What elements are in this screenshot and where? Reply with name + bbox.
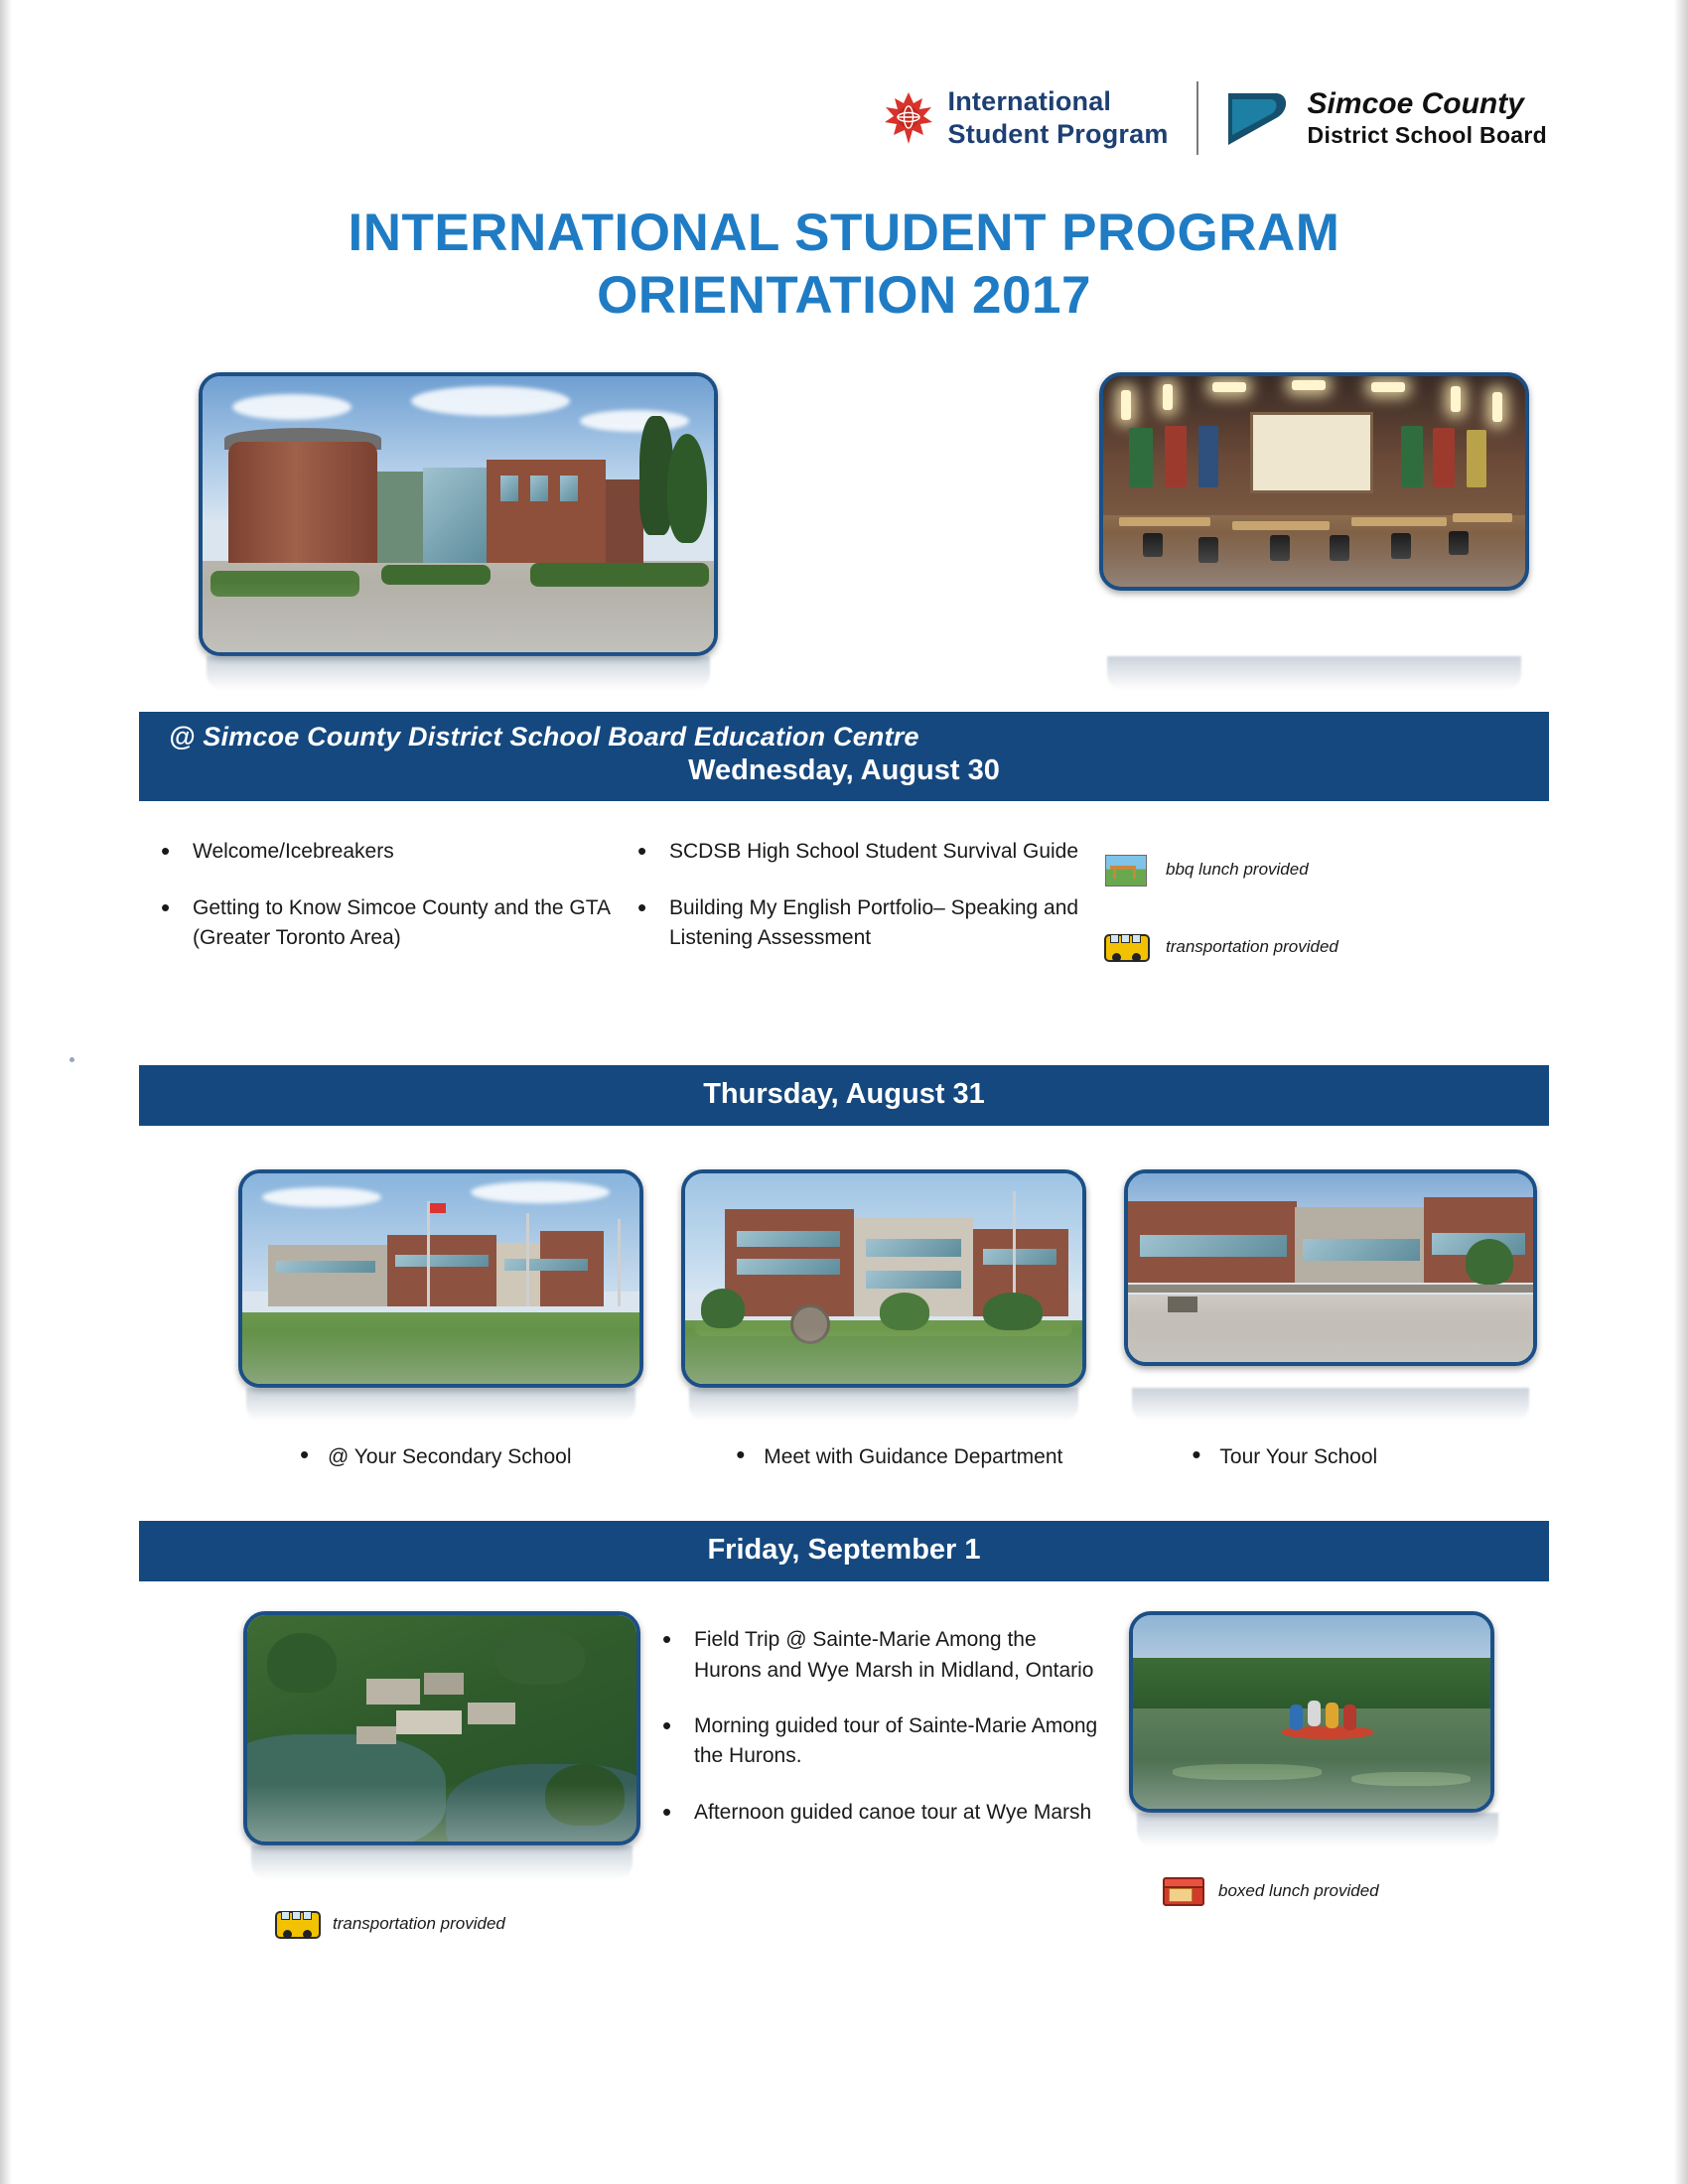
- education-centre-photo-wrap: [199, 372, 718, 656]
- wednesday-date: Wednesday, August 30: [688, 754, 1000, 787]
- thursday-date: Thursday, August 31: [703, 1078, 985, 1111]
- scdsb-logo-line2: District School Board: [1307, 122, 1547, 149]
- friday-transportation-note: [243, 1907, 640, 1941]
- page-title-line2: ORIENTATION 2017: [597, 265, 1091, 325]
- wye-marsh-photo-wrap: [1129, 1611, 1506, 1813]
- page-title: [70, 203, 1618, 327]
- list-item: • Afternoon guided canoe tour at Wye Marsh: [640, 1798, 1107, 1828]
- thursday-caption-2: • Meet with Guidance Department: [722, 1445, 1136, 1469]
- scdsb-logo-line1: Simcoe County: [1307, 87, 1524, 121]
- friday-date: Friday, September 1: [707, 1534, 981, 1567]
- bbq-lunch-note: [1102, 853, 1479, 887]
- scdsb-logo: [1226, 86, 1547, 150]
- friday-right-column: [1107, 1611, 1506, 1908]
- friday-bullets: [640, 1611, 1107, 1853]
- friday-banner: [139, 1521, 1549, 1581]
- wednesday-notes: [1102, 837, 1479, 1008]
- school-three-photo-wrap: [1124, 1169, 1537, 1388]
- friday-transportation-note-text: transportation provided: [333, 1914, 505, 1934]
- thursday-photo-row: [238, 1169, 1537, 1388]
- international-student-program-logo: [883, 85, 1169, 151]
- wye-marsh-canoe-photo: [1129, 1611, 1494, 1813]
- isp-logo-text: [948, 85, 1169, 151]
- scdsb-logo-text: [1308, 86, 1547, 150]
- list-item: • Morning guided tour of Sainte-Marie Among the Hurons.: [640, 1711, 1107, 1772]
- scdsb-chevron-icon: [1226, 87, 1292, 149]
- list-item: • SCDSB High School Student Survival Guide: [616, 837, 1102, 867]
- isp-logo-line1: International: [947, 86, 1112, 117]
- logo-header: [70, 0, 1618, 155]
- school-three-photo: [1124, 1169, 1537, 1366]
- wednesday-body: [139, 837, 1549, 1008]
- top-photo-row: [199, 372, 1529, 656]
- school-two-photo: [681, 1169, 1086, 1388]
- transportation-note-text: transportation provided: [1166, 937, 1338, 957]
- bbq-picnic-icon: [1102, 853, 1148, 887]
- auditorium-photo-wrap: [1099, 372, 1529, 656]
- wednesday-banner: [139, 712, 1549, 801]
- sainte-marie-photo-wrap: [243, 1611, 640, 1845]
- list-item: • Field Trip @ Sainte-Marie Among the Hurons and Wye Marsh in Midland, Ontario: [640, 1625, 1107, 1686]
- maple-leaf-globe-icon: [883, 90, 934, 146]
- friday-body: [139, 1611, 1549, 1941]
- thursday-caption-1: • @ Your Secondary School: [286, 1445, 700, 1469]
- friday-boxed-lunch-note-text: boxed lunch provided: [1218, 1881, 1379, 1901]
- sainte-marie-aerial-photo: [243, 1611, 640, 1845]
- school-bus-icon: [273, 1907, 319, 1941]
- list-item: • Getting to Know Simcoe County and the GTA (Greater Toronto Area): [139, 893, 616, 954]
- logo-divider: [1196, 81, 1198, 155]
- thursday-caption-3: • Tour Your School: [1178, 1445, 1549, 1469]
- isp-logo-line2: Student Program: [947, 119, 1169, 149]
- school-one-photo-wrap: [238, 1169, 643, 1388]
- friday-left-column: [139, 1611, 640, 1941]
- bbq-lunch-note-text: bbq lunch provided: [1166, 860, 1309, 880]
- list-item: • Building My English Portfolio– Speaking and Listening Assessment: [616, 893, 1102, 954]
- education-centre-photo: [199, 372, 718, 656]
- school-two-photo-wrap: [681, 1169, 1086, 1388]
- transportation-note: [1102, 930, 1479, 964]
- wednesday-column-b: [616, 837, 1102, 979]
- school-one-photo: [238, 1169, 643, 1388]
- boxed-lunch-icon: [1159, 1874, 1204, 1908]
- page-title-line1: INTERNATIONAL STUDENT PROGRAM: [348, 204, 1340, 262]
- auditorium-photo: [1099, 372, 1529, 591]
- thursday-captions: [139, 1445, 1549, 1469]
- thursday-banner: [139, 1065, 1549, 1126]
- wednesday-location: @ Simcoe County District School Board Education Centre: [169, 722, 919, 752]
- school-bus-icon: [1102, 930, 1148, 964]
- friday-boxed-lunch-note: [1129, 1874, 1506, 1908]
- list-item: • Welcome/Icebreakers: [139, 837, 616, 867]
- wednesday-column-a: [139, 837, 616, 979]
